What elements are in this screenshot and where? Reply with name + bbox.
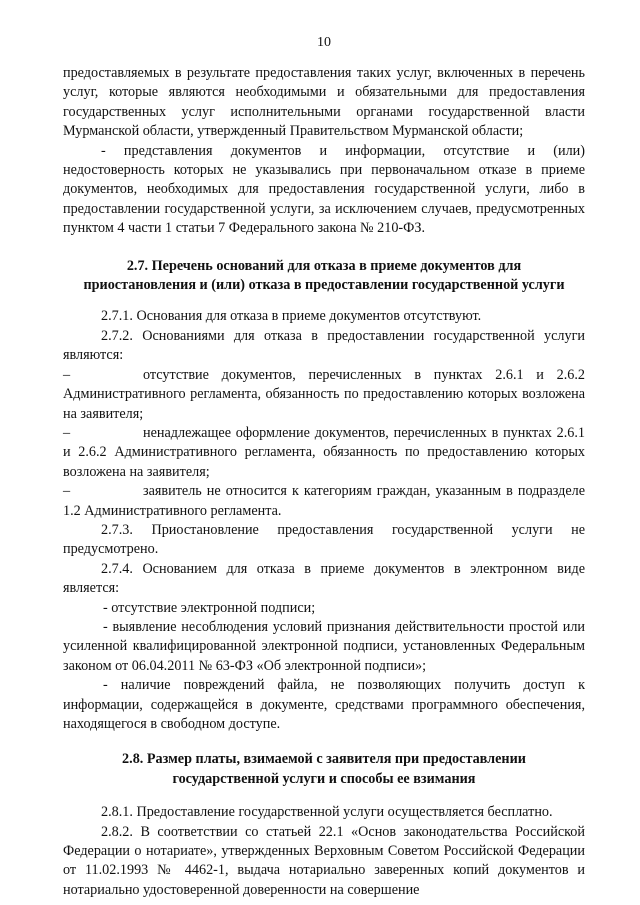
- page-number: 10: [317, 35, 331, 50]
- list-item-text: заявитель не относится к категориям граждан, указанным в подразделе 1.2 Административного регламента.: [63, 483, 585, 519]
- paragraph-2-8-2: 2.8.2. В соответствии со статьей 22.1 «Основ законодательства Российской Федерации о нотариате», утвержденных Верховным Советом Российской Федерации от 11.02.1993 № 4462-1, выдача нотариально заверенных копий документов и нотариально удостоверенной доверенности на совершение: [63, 823, 585, 898]
- paragraph-2-7-3: 2.7.3. Приостановление предоставления государственной услуги не предусмотрено.: [63, 521, 585, 558]
- paragraph-2-7-2: 2.7.2. Основаниями для отказа в предоставлении государственной услуги являются:: [63, 327, 585, 364]
- list-item-refusal-1: [63, 366, 585, 424]
- dash-mark: –: [63, 483, 71, 500]
- paragraph-2-7-4: 2.7.4. Основанием для отказа в приеме документов в электронном виде является:: [63, 560, 585, 597]
- document-page: [63, 34, 585, 900]
- list-item-text: отсутствие документов, перечисленных в пунктах 2.6.1 и 2.6.2 Административного регламента, обязанность по предоставлению которых возложена на заявителя;: [63, 366, 585, 422]
- list-item-refusal-2: [63, 424, 585, 482]
- dash-mark: –: [63, 424, 71, 441]
- list-item-refusal-3: [63, 482, 585, 521]
- paragraph-continuation: предоставляемых в результате предоставления таких услуг, включенных в перечень услуг, которые являются необходимыми и обязательными для предоставления государственных услуг исполнительными органами государственной власти Мурманской области, утвержденный Правительством Мурманской области;: [63, 65, 585, 140]
- dash-mark: –: [63, 366, 71, 383]
- paragraph-2-7-1: 2.7.1. Основания для отказа в приеме документов отсутствуют.: [101, 308, 482, 325]
- paragraph-2-8-1: 2.8.1. Предоставление государственной услуги осуществляется бесплатно.: [101, 804, 553, 821]
- section-heading-2-7: 2.7. Перечень оснований для отказа в приеме документов для приостановления и (или) отказа в предоставлении государственной услуги: [83, 257, 565, 294]
- section-heading-2-8: 2.8. Размер платы, взимаемой с заявителя при предоставлении государственной услуги и способы ее взимания: [122, 751, 526, 787]
- paragraph-documents-info: - представления документов и информации, отсутствие и (или) недостоверность которых не указывались при первоначальном отказе в приеме документов, необходимых для предоставления государственной услуги, либо в предоставлении государственной услуги, за исключением случаев, предусмотренных пунктом 4 части 1 статьи 7 Федерального закона № 210-ФЗ.: [63, 142, 585, 237]
- list-item-electronic-1: - отсутствие электронной подписи;: [103, 599, 316, 616]
- list-item-electronic-3: - наличие повреждений файла, не позволяющих получить доступ к информации, содержащейся в документе, средствами программного обеспечения, находящегося в свободном доступе.: [63, 677, 585, 732]
- list-item-text: ненадлежащее оформление документов, перечисленных в пунктах 2.6.1 и 2.6.2 Административного регламента, обязанность по предоставлению которых возложена на заявителя;: [63, 424, 585, 480]
- list-item-electronic-2: - выявление несоблюдения условий признания действительности простой или усиленной квалифицированной электронной подписи, установленных Федеральным законом от 06.04.2011 № 63-ФЗ «Об электронной подписи»;: [63, 618, 585, 674]
